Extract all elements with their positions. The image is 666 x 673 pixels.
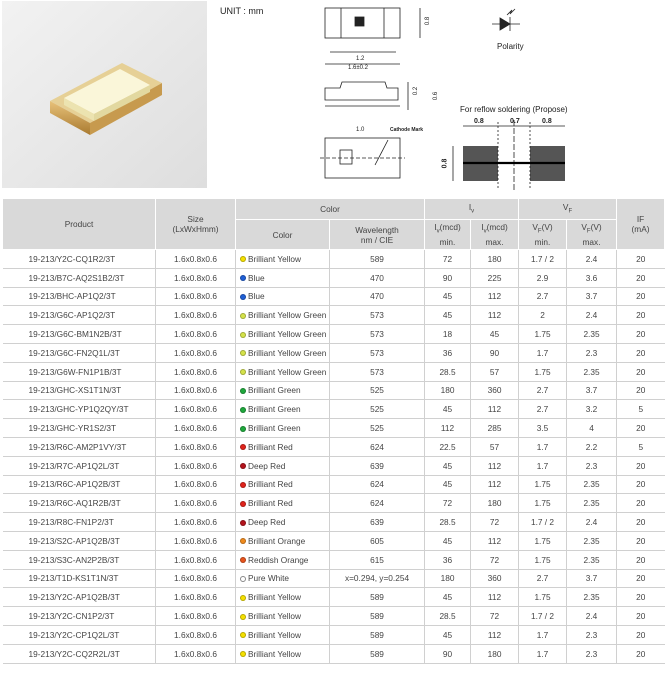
vf-min-cell: 1.7 — [519, 437, 567, 456]
color-cell — [236, 437, 330, 456]
vf-min-cell: 1.75 — [519, 588, 567, 607]
vf-max-cell: 2.2 — [567, 437, 617, 456]
color-cell — [236, 287, 330, 306]
wavelength-cell: 639 — [330, 456, 425, 475]
vf-max-cell: 2.35 — [567, 588, 617, 607]
product-cell: 19-213/R6C-AM2P1VY/3T — [3, 437, 156, 456]
size-cell: 1.6x0.8x0.6 — [156, 550, 236, 569]
polarity-label: Polarity — [497, 42, 524, 51]
iv-max-cell: 285 — [471, 419, 519, 438]
iv-max-cell: 72 — [471, 513, 519, 532]
header-iv-max: $I_v(mcd)$ max. — [471, 220, 519, 250]
color-dot-icon — [240, 576, 246, 582]
wavelength-cell: 589 — [330, 625, 425, 644]
wavelength-cell: 589 — [330, 588, 425, 607]
product-cell: 19-213/T1D-KS1T1N/3T — [3, 569, 156, 588]
table-row — [3, 250, 665, 269]
wavelength-cell: 573 — [330, 306, 425, 325]
color-cell — [236, 569, 330, 588]
color-dot-icon — [240, 632, 246, 638]
color-label: Brilliant Yellow Green — [248, 347, 327, 358]
if-cell: 20 — [617, 531, 665, 550]
wavelength-cell: 573 — [330, 362, 425, 381]
pad-height: 0.8 — [441, 158, 449, 169]
iv-max-cell: 180 — [471, 494, 519, 513]
table-row — [3, 306, 665, 325]
color-cell — [236, 607, 330, 626]
vf-max-cell: 3.6 — [567, 268, 617, 287]
product-cell: 19-213/G6C-FN2Q1L/3T — [3, 343, 156, 362]
table-row — [3, 569, 665, 588]
table-row — [3, 287, 665, 306]
iv-min-cell: 36 — [425, 550, 471, 569]
size-cell: 1.6x0.8x0.6 — [156, 343, 236, 362]
color-cell — [236, 475, 330, 494]
vf-max-cell: 2.35 — [567, 325, 617, 344]
vf-min-cell: 1.7 / 2 — [519, 607, 567, 626]
header-iv-group: $I_v$ — [425, 199, 519, 220]
color-label: Brilliant Green — [248, 404, 301, 415]
size-cell: 1.6x0.8x0.6 — [156, 588, 236, 607]
dim-side-h1: 0.2 — [413, 86, 420, 96]
size-cell: 1.6x0.8x0.6 — [156, 268, 236, 287]
vf-max-cell: 3.7 — [567, 569, 617, 588]
color-label: Blue — [248, 272, 265, 283]
iv-min-cell: 180 — [425, 569, 471, 588]
color-label: Brilliant Yellow — [248, 648, 302, 659]
vf-max-cell: 2.35 — [567, 531, 617, 550]
table-row — [3, 475, 665, 494]
table-row — [3, 494, 665, 513]
color-dot-icon — [240, 313, 246, 319]
if-cell: 20 — [617, 381, 665, 400]
color-dot-icon — [240, 350, 246, 356]
pad-dim-3: 0.8 — [542, 118, 552, 125]
color-label: Brilliant Red — [248, 441, 293, 452]
color-cell — [236, 456, 330, 475]
if-cell: 20 — [617, 625, 665, 644]
color-cell — [236, 513, 330, 532]
iv-max-cell: 112 — [471, 475, 519, 494]
header-color: Color — [236, 220, 330, 250]
if-cell: 20 — [617, 475, 665, 494]
product-cell: 19-213/G6W-FN1P1B/3T — [3, 362, 156, 381]
wavelength-cell: 589 — [330, 644, 425, 663]
vf-max-cell: 3.7 — [567, 287, 617, 306]
vf-max-cell: 2.4 — [567, 513, 617, 532]
wavelength-cell: 525 — [330, 400, 425, 419]
product-cell: 19-213/GHC-YR1S2/3T — [3, 419, 156, 438]
vf-max-cell: 2.35 — [567, 494, 617, 513]
iv-min-cell: 90 — [425, 644, 471, 663]
iv-min-cell: 22.5 — [425, 437, 471, 456]
if-cell: 20 — [617, 287, 665, 306]
color-cell — [236, 268, 330, 287]
color-dot-icon — [240, 275, 246, 281]
iv-min-cell: 45 — [425, 588, 471, 607]
color-label: Brilliant Green — [248, 385, 301, 396]
product-cell: 19-213/R8C-FN1P2/3T — [3, 513, 156, 532]
color-dot-icon — [240, 501, 246, 507]
drawing-area — [0, 0, 666, 198]
vf-min-cell: 1.7 — [519, 644, 567, 663]
iv-max-cell: 180 — [471, 644, 519, 663]
table-row — [3, 325, 665, 344]
color-label: Reddish Orange — [248, 554, 309, 565]
vf-max-cell: 2.4 — [567, 306, 617, 325]
vf-min-cell: 1.75 — [519, 475, 567, 494]
dim-bottom: 1.0 — [356, 127, 365, 133]
size-cell: 1.6x0.8x0.6 — [156, 381, 236, 400]
table-row — [3, 343, 665, 362]
color-cell — [236, 550, 330, 569]
vf-min-cell: 2 — [519, 306, 567, 325]
wavelength-cell: 589 — [330, 607, 425, 626]
vf-min-cell: 1.75 — [519, 550, 567, 569]
iv-max-cell: 360 — [471, 381, 519, 400]
wavelength-cell: 605 — [330, 531, 425, 550]
color-dot-icon — [240, 595, 246, 601]
header-product: Product — [3, 199, 156, 250]
if-cell: 20 — [617, 268, 665, 287]
product-cell: 19-213/Y2C-CQ2R2L/3T — [3, 644, 156, 663]
if-cell: 20 — [617, 456, 665, 475]
vf-max-cell: 2.35 — [567, 550, 617, 569]
color-cell — [236, 381, 330, 400]
table-body — [3, 250, 665, 664]
size-cell: 1.6x0.8x0.6 — [156, 569, 236, 588]
iv-min-cell: 45 — [425, 475, 471, 494]
iv-min-cell: 180 — [425, 381, 471, 400]
size-cell: 1.6x0.8x0.6 — [156, 362, 236, 381]
wavelength-cell: 573 — [330, 343, 425, 362]
color-cell — [236, 325, 330, 344]
vf-min-cell: 1.75 — [519, 325, 567, 344]
iv-min-cell: 90 — [425, 268, 471, 287]
iv-max-cell: 57 — [471, 437, 519, 456]
iv-max-cell: 112 — [471, 588, 519, 607]
color-cell — [236, 494, 330, 513]
color-dot-icon — [240, 651, 246, 657]
color-label: Brilliant Green — [248, 423, 301, 434]
table-row — [3, 625, 665, 644]
vf-min-cell: 2.7 — [519, 400, 567, 419]
iv-min-cell: 28.5 — [425, 513, 471, 532]
product-cell: 19-213/B7C-AQ2S1B2/3T — [3, 268, 156, 287]
wavelength-cell: 525 — [330, 419, 425, 438]
iv-min-cell: 72 — [425, 494, 471, 513]
iv-max-cell: 72 — [471, 607, 519, 626]
color-cell — [236, 306, 330, 325]
vf-max-cell: 2.4 — [567, 250, 617, 269]
color-label: Brilliant Yellow Green — [248, 329, 327, 340]
vf-min-cell: 1.75 — [519, 494, 567, 513]
dim-width-outer: 1.6±0.2 — [348, 65, 368, 71]
dim-side-h2: 0.6 — [433, 91, 440, 101]
if-cell: 5 — [617, 437, 665, 456]
wavelength-cell: 615 — [330, 550, 425, 569]
vf-max-cell: 2.35 — [567, 475, 617, 494]
iv-max-cell: 112 — [471, 400, 519, 419]
if-cell: 20 — [617, 250, 665, 269]
vf-min-cell: 1.75 — [519, 362, 567, 381]
table-row — [3, 644, 665, 663]
iv-max-cell: 112 — [471, 625, 519, 644]
vf-max-cell: 3.7 — [567, 381, 617, 400]
color-dot-icon — [240, 426, 246, 432]
color-label: Brilliant Yellow — [248, 592, 302, 603]
product-cell: 19-213/Y2C-CN1P2/3T — [3, 607, 156, 626]
vf-min-cell: 2.7 — [519, 381, 567, 400]
color-cell — [236, 625, 330, 644]
if-cell: 20 — [617, 343, 665, 362]
size-cell: 1.6x0.8x0.6 — [156, 607, 236, 626]
table-row — [3, 381, 665, 400]
dim-height: 0.8 — [425, 16, 432, 26]
product-cell: 19-213/Y2C-CP1Q2L/3T — [3, 625, 156, 644]
iv-max-cell: 225 — [471, 268, 519, 287]
color-dot-icon — [240, 614, 246, 620]
iv-min-cell: 28.5 — [425, 607, 471, 626]
size-cell: 1.6x0.8x0.6 — [156, 250, 236, 269]
color-dot-icon — [240, 520, 246, 526]
vf-max-cell: 2.3 — [567, 644, 617, 663]
vf-max-cell: 2.4 — [567, 607, 617, 626]
product-cell: 19-213/R6C-AP1Q2B/3T — [3, 475, 156, 494]
color-cell — [236, 400, 330, 419]
header-if: IF (mA) — [617, 199, 665, 250]
header-wavelength: Wavelength nm / CIE — [330, 220, 425, 250]
iv-max-cell: 112 — [471, 456, 519, 475]
table-row — [3, 400, 665, 419]
color-dot-icon — [240, 388, 246, 394]
color-dot-icon — [240, 332, 246, 338]
wavelength-cell: x=0.294, y=0.254 — [330, 569, 425, 588]
size-cell: 1.6x0.8x0.6 — [156, 437, 236, 456]
product-cell: 19-213/G6C-BM1N2B/3T — [3, 325, 156, 344]
if-cell: 20 — [617, 362, 665, 381]
wavelength-cell: 573 — [330, 325, 425, 344]
product-cell: 19-213/BHC-AP1Q2/3T — [3, 287, 156, 306]
color-cell — [236, 362, 330, 381]
vf-max-cell: 3.2 — [567, 400, 617, 419]
iv-min-cell: 45 — [425, 625, 471, 644]
table-row — [3, 513, 665, 532]
color-cell — [236, 644, 330, 663]
vf-max-cell: 2.35 — [567, 362, 617, 381]
vf-min-cell: 1.7 / 2 — [519, 513, 567, 532]
table-row — [3, 607, 665, 626]
if-cell: 20 — [617, 607, 665, 626]
iv-max-cell: 45 — [471, 325, 519, 344]
size-cell: 1.6x0.8x0.6 — [156, 287, 236, 306]
iv-min-cell: 45 — [425, 287, 471, 306]
dim-width-inner: 1.2 — [356, 56, 365, 62]
iv-min-cell: 45 — [425, 456, 471, 475]
vf-min-cell: 2.7 — [519, 569, 567, 588]
color-label: Deep Red — [248, 517, 286, 528]
product-cell: 19-213/R7C-AP1Q2L/3T — [3, 456, 156, 475]
product-cell: 19-213/R6C-AQ1R2B/3T — [3, 494, 156, 513]
color-cell — [236, 250, 330, 269]
color-dot-icon — [240, 482, 246, 488]
table-row — [3, 588, 665, 607]
size-cell: 1.6x0.8x0.6 — [156, 644, 236, 663]
table-row — [3, 531, 665, 550]
color-label: Brilliant Yellow — [248, 629, 302, 640]
vf-max-cell: 2.3 — [567, 456, 617, 475]
iv-min-cell: 112 — [425, 419, 471, 438]
color-dot-icon — [240, 463, 246, 469]
color-cell — [236, 419, 330, 438]
if-cell: 20 — [617, 419, 665, 438]
color-dot-icon — [240, 538, 246, 544]
size-cell: 1.6x0.8x0.6 — [156, 306, 236, 325]
product-cell: 19-213/S2C-AP1Q2B/3T — [3, 531, 156, 550]
wavelength-cell: 624 — [330, 437, 425, 456]
dimension-drawings — [0, 0, 666, 198]
vf-min-cell: 1.7 — [519, 625, 567, 644]
wavelength-cell: 470 — [330, 287, 425, 306]
product-cell: 19-213/G6C-AP1Q2/3T — [3, 306, 156, 325]
size-cell: 1.6x0.8x0.6 — [156, 625, 236, 644]
vf-max-cell: 2.3 — [567, 625, 617, 644]
header-size: Size (LxWxHmm) — [156, 199, 236, 250]
iv-min-cell: 45 — [425, 400, 471, 419]
header-iv-min: $I_v(mcd)$ min. — [425, 220, 471, 250]
iv-min-cell: 36 — [425, 343, 471, 362]
color-dot-icon — [240, 294, 246, 300]
color-cell — [236, 531, 330, 550]
if-cell: 20 — [617, 494, 665, 513]
iv-min-cell: 18 — [425, 325, 471, 344]
size-cell: 1.6x0.8x0.6 — [156, 531, 236, 550]
color-dot-icon — [240, 369, 246, 375]
color-label: Brilliant Red — [248, 498, 293, 509]
product-cell: 19-213/GHC-YP1Q2QY/3T — [3, 400, 156, 419]
vf-min-cell: 1.7 — [519, 456, 567, 475]
wavelength-cell: 639 — [330, 513, 425, 532]
vf-min-cell: 3.5 — [519, 419, 567, 438]
iv-max-cell: 112 — [471, 306, 519, 325]
wavelength-cell: 624 — [330, 494, 425, 513]
iv-max-cell: 72 — [471, 550, 519, 569]
header-vf-max: $V_F(V)$ max. — [567, 220, 617, 250]
color-label: Deep Red — [248, 460, 286, 471]
iv-min-cell: 45 — [425, 306, 471, 325]
vf-min-cell: 2.9 — [519, 268, 567, 287]
size-cell: 1.6x0.8x0.6 — [156, 419, 236, 438]
reflow-label: For reflow soldering (Propose) — [460, 105, 568, 114]
size-cell: 1.6x0.8x0.6 — [156, 400, 236, 419]
color-label: Blue — [248, 291, 265, 302]
header-vf-group: $V_F$ — [519, 199, 617, 220]
color-dot-icon — [240, 256, 246, 262]
vf-min-cell: 2.7 — [519, 287, 567, 306]
size-cell: 1.6x0.8x0.6 — [156, 475, 236, 494]
wavelength-cell: 624 — [330, 475, 425, 494]
iv-max-cell: 180 — [471, 250, 519, 269]
if-cell: 20 — [617, 306, 665, 325]
vf-min-cell: 1.7 — [519, 343, 567, 362]
product-cell: 19-213/S3C-AN2P2B/3T — [3, 550, 156, 569]
table-row — [3, 268, 665, 287]
pad-dim-2: 0.7 — [510, 118, 520, 125]
iv-max-cell: 112 — [471, 287, 519, 306]
table-row — [3, 437, 665, 456]
size-cell: 1.6x0.8x0.6 — [156, 456, 236, 475]
color-label: Brilliant Yellow — [248, 253, 302, 264]
iv-max-cell: 90 — [471, 343, 519, 362]
size-cell: 1.6x0.8x0.6 — [156, 494, 236, 513]
color-label: Pure White — [248, 573, 290, 584]
if-cell: 20 — [617, 550, 665, 569]
wavelength-cell: 525 — [330, 381, 425, 400]
product-cell: 19-213/Y2C-CQ1R2/3T — [3, 250, 156, 269]
header-color-group: Color — [236, 199, 425, 220]
color-label: Brilliant Orange — [248, 535, 306, 546]
color-label: Brilliant Yellow Green — [248, 310, 327, 321]
pad-dim-1: 0.8 — [474, 118, 484, 125]
vf-min-cell: 1.7 / 2 — [519, 250, 567, 269]
cathode-mark-label: Cathode Mark — [390, 127, 424, 133]
if-cell: 5 — [617, 400, 665, 419]
size-cell: 1.6x0.8x0.6 — [156, 513, 236, 532]
table-row — [3, 456, 665, 475]
color-label: Brilliant Yellow — [248, 611, 302, 622]
vf-min-cell: 1.75 — [519, 531, 567, 550]
vf-max-cell: 4 — [567, 419, 617, 438]
size-cell: 1.6x0.8x0.6 — [156, 325, 236, 344]
product-table — [2, 198, 665, 664]
wavelength-cell: 470 — [330, 268, 425, 287]
wavelength-cell: 589 — [330, 250, 425, 269]
iv-min-cell: 72 — [425, 250, 471, 269]
color-dot-icon — [240, 407, 246, 413]
iv-max-cell: 57 — [471, 362, 519, 381]
if-cell: 20 — [617, 513, 665, 532]
color-label: Brilliant Red — [248, 479, 293, 490]
vf-max-cell: 2.3 — [567, 343, 617, 362]
color-cell — [236, 343, 330, 362]
if-cell: 20 — [617, 569, 665, 588]
color-label: Brilliant Yellow Green — [248, 366, 327, 377]
iv-min-cell: 45 — [425, 531, 471, 550]
if-cell: 20 — [617, 325, 665, 344]
product-cell: 19-213/GHC-XS1T1N/3T — [3, 381, 156, 400]
iv-max-cell: 112 — [471, 531, 519, 550]
color-dot-icon — [240, 557, 246, 563]
table-row — [3, 419, 665, 438]
color-cell — [236, 588, 330, 607]
table-row — [3, 362, 665, 381]
unit-label: UNIT : mm — [220, 6, 264, 16]
table-row — [3, 550, 665, 569]
iv-min-cell: 28.5 — [425, 362, 471, 381]
if-cell: 20 — [617, 588, 665, 607]
product-cell: 19-213/Y2C-AP1Q2B/3T — [3, 588, 156, 607]
if-cell: 20 — [617, 644, 665, 663]
iv-max-cell: 360 — [471, 569, 519, 588]
header-vf-min: $V_F(V)$ min. — [519, 220, 567, 250]
color-dot-icon — [240, 444, 246, 450]
